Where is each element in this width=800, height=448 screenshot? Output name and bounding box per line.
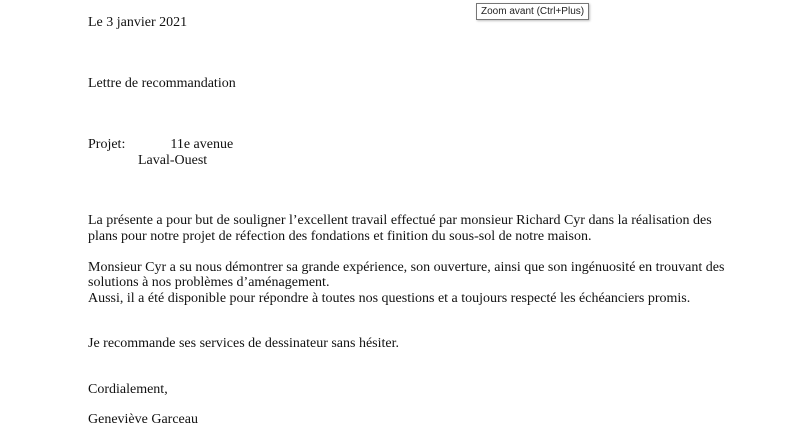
paragraph-2-line-1: Monsieur Cyr a su nous démontrer sa grande expérience, son ouverture, ainsi que son ingénuosité en trouvant des	[88, 260, 725, 275]
project-line	[88, 137, 233, 153]
closing-line: Cordialement,	[88, 382, 168, 397]
project-street: 11e avenue	[170, 137, 234, 152]
project-city: Laval-Ouest	[138, 153, 208, 168]
zoom-in-tooltip: Zoom avant (Ctrl+Plus)	[476, 3, 589, 20]
signature-name: Geneviève Garceau	[88, 412, 198, 427]
redacted-address-number	[129, 147, 167, 148]
project-label: Projet:	[88, 137, 126, 152]
paragraph-2-line-3: Aussi, il a été disponible pour répondre à toutes nos questions et a toujours respecté les échéanciers promis.	[88, 291, 691, 306]
paragraph-1-line-1: La présente a pour but de souligner l’excellent travail effectué par monsieur Richard Cyr dans la réalisation des	[88, 213, 712, 228]
paragraph-3: Je recommande ses services de dessinateur sans hésiter.	[88, 336, 400, 351]
letter-date: Le 3 janvier 2021	[88, 15, 188, 30]
letter-subject: Lettre de recommandation	[88, 76, 236, 91]
paragraph-1-line-2: plans pour notre projet de réfection des fondations et finition du sous-sol de notre maison.	[88, 229, 592, 244]
paragraph-2-line-2: solutions à nos problèmes d’aménagement.	[88, 275, 330, 290]
